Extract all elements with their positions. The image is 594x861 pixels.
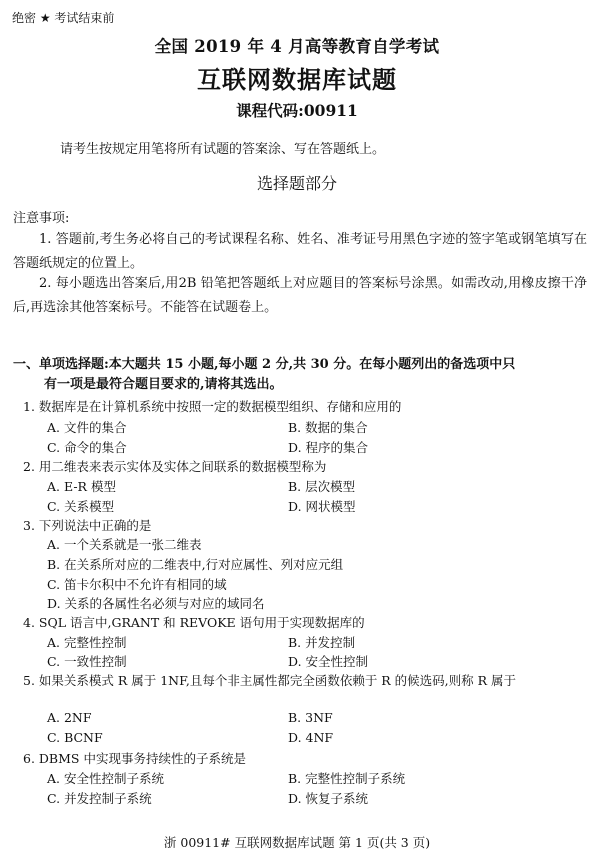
question-stem: 2. 用二维表来表示实体及实体之间联系的数据模型称为 (23, 459, 327, 474)
option-c: C. 一致性控制 (47, 654, 127, 669)
option-b: B. 层次模型 (288, 479, 356, 494)
section-heading: 选择题部分 (256, 174, 337, 193)
notes-label: 注意事项: (13, 211, 70, 226)
question-stem: 1. 数据库是在计算机系统中按照一定的数据模型组织、存储和应用的 (23, 399, 402, 414)
option-a: A. 文件的集合 (47, 420, 127, 435)
mcq-section-heading (13, 355, 583, 395)
option-c: C. 笛卡尔积中不允许有相同的域 (47, 577, 227, 592)
option-a: A. E-R 模型 (47, 479, 116, 494)
mcq-heading-line: 一、单项选择题:本大题共 15 小题,每小题 2 分,共 30 分。在每小题列出的备选项中只 (13, 357, 516, 372)
question-stem: 6. DBMS 中实现事务持续性的子系统是 (23, 751, 246, 766)
option-a: A. 安全性控制子系统 (47, 771, 164, 786)
option-c: C. 命令的集合 (47, 440, 127, 455)
note-item: 1. 答题前,考生务必将自己的考试课程名称、姓名、准考证号用黑色字迹的签字笔或钢笔填写在答题纸规定的位置上。 (13, 232, 587, 271)
option-b: B. 数据的集合 (288, 420, 368, 435)
option-b: B. 3NF (288, 710, 333, 725)
option-d: D. 4NF (288, 730, 334, 745)
general-instruction: 请考生按规定用笔将所有试题的答案涂、写在答题纸上。 (60, 142, 386, 157)
option-c: C. BCNF (47, 730, 103, 745)
option-c: C. 并发控制子系统 (47, 791, 152, 806)
page-footer: 浙 00911# 互联网数据库试题 第 1 页(共 3 页) (163, 835, 431, 850)
option-d: D. 恢复子系统 (288, 791, 369, 806)
note-item: 2. 每小题选出答案后,用2B 铅笔把答题纸上对应题目的答案标号涂黑。如需改动,用橡皮擦干净后,再选涂其他答案标号。不能答在试题卷上。 (13, 276, 587, 315)
option-d: D. 程序的集合 (288, 440, 369, 455)
option-d: D. 网状模型 (288, 499, 356, 514)
option-c: C. 关系模型 (47, 499, 115, 514)
option-b: B. 在关系所对应的二维表中,行对应属性、列对应元组 (47, 557, 344, 572)
option-b: B. 完整性控制子系统 (288, 771, 406, 786)
paper-title: 互联网数据库试题 (197, 66, 397, 94)
option-a: A. 一个关系就是一张二维表 (47, 537, 202, 552)
option-a: A. 2NF (47, 710, 92, 725)
option-a: A. 完整性控制 (47, 635, 127, 650)
question-stem: 4. SQL 语言中,GRANT 和 REVOKE 语句用于实现数据库的 (23, 615, 365, 630)
option-d: D. 关系的各属性名必须与对应的域同名 (47, 596, 265, 611)
exam-title: 全国 2019 年 4 月高等教育自学考试 (154, 37, 440, 56)
course-code: 课程代码:00911 (236, 101, 358, 120)
mcq-heading-line: 有一项是最符合题目要求的,请将其选出。 (44, 377, 283, 392)
option-d: D. 安全性控制 (288, 654, 369, 669)
option-b: B. 并发控制 (288, 635, 356, 650)
question-stem: 5. 如果关系模式 R 属于 1NF,且每个非主属性都完全函数依赖于 R 的候选码,则称 R 属于 (23, 673, 517, 688)
confidential-mark: 绝密 ★ 考试结束前 (12, 11, 115, 25)
question-stem: 3. 下列说法中正确的是 (23, 518, 152, 533)
